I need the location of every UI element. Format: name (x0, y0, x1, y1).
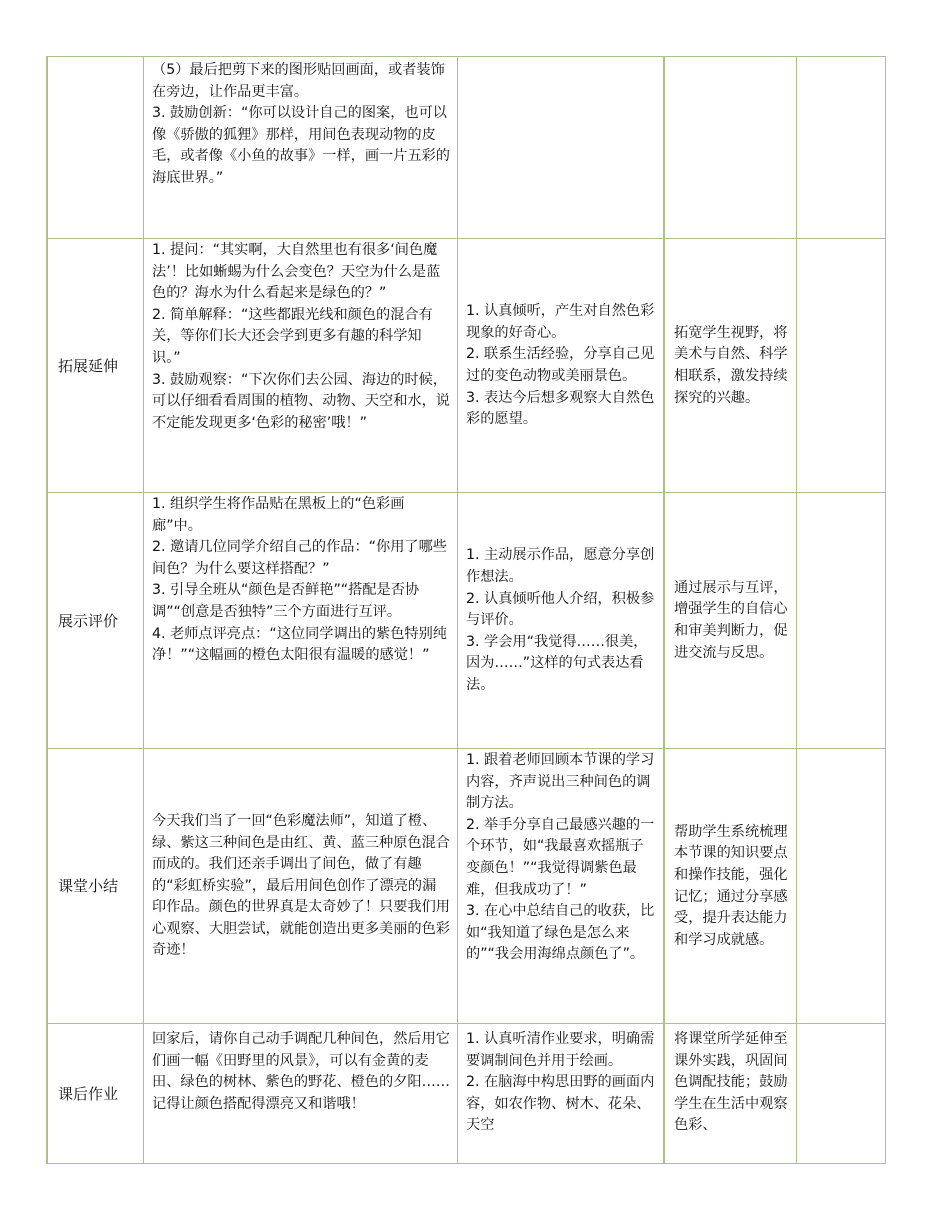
stage-cell: 拓展延伸 (58, 356, 119, 375)
design-intent-text: 拓宽学生视野，将美术与自然、科学相联系，激发持续探究的兴趣。 (674, 324, 788, 406)
table-border-bottom (46, 1163, 886, 1164)
row-divider (46, 1023, 886, 1024)
teacher-activity-cell: 1. 提问：“其实啊，大自然里也有很多‘间色魔法’！比如蜥蜴为什么会变色？天空为什么是蓝色的？海水为什么看起来是绿色的？” 2. 简单解释：“这些都跟光线和颜色的混合有关，等你们长大还会学到更多有趣的科学知识。” 3. 鼓励观察：“下次你们去公园、海边的时候，可以仔细看看周围的植物、动物、天空和水，说不定能发现更多‘色彩的秘密’哦！” (152, 242, 450, 431)
teacher-activity-cell (143, 748, 457, 1023)
design-intent-cell: 将课堂所学延伸至课外实践，巩固间色调配技能；鼓励学生在生活中观察色彩、 (674, 1031, 788, 1134)
student-activity-cell: 1. 认真听清作业要求，明确需要调制间色并用于绘画。 2. 在脑海中构思田野的画面内容，如农作物、树木、花朵、天空 (466, 1031, 655, 1134)
student-activity-cell: 1. 跟着老师回顾本节课的学习内容，齐声说出三种间色的调制方法。 2. 举手分享自己最感兴趣的一个环节，如“我最喜欢摇瓶子变颜色！”“我觉得调紫色最难，但我成功了！” 3. 在心中总结自己的收获，比如“我知道了绿色是怎么来的”“我会用海绵点颜色了”。 (466, 752, 655, 963)
row-divider (46, 748, 886, 749)
stage-cell: 课后作业 (58, 1085, 119, 1103)
column-divider (457, 56, 458, 1164)
stage-cell: 课堂小结 (58, 877, 119, 895)
student-activity-text: 1. 认真倾听，产生对自然色彩现象的好奇心。 2. 联系生活经验，分享自己见过的变色动物或美丽景色。 3. 表达今后想多观察大自然色彩的愿望。 (466, 303, 655, 428)
student-activity-cell (457, 238, 663, 492)
extra-cell (796, 238, 886, 492)
student-activity-cell (457, 492, 663, 748)
column-divider (663, 56, 665, 1164)
row-divider (46, 492, 886, 493)
design-intent-text: 通过展示与互评，增强学生的自信心和审美判断力，促进交流与反思。 (674, 579, 788, 661)
design-intent-cell (665, 492, 796, 748)
extra-cell (796, 492, 886, 748)
column-divider (143, 56, 144, 1164)
table-border-left (46, 56, 48, 1164)
teacher-activity-cell: 回家后，请你自己动手调配几种间色，然后用它们画一幅《田野里的风景》，可以有金黄的麦田、绿色的树林、紫色的野花、橙色的夕阳……记得让颜色搭配得漂亮又和谐哦！ (152, 1031, 450, 1112)
design-intent-cell (665, 56, 796, 238)
design-intent-cell (665, 748, 796, 1023)
extra-cell (796, 748, 886, 1023)
teacher-activity-text: 今天我们当了一回“色彩魔法师”，知道了橙、绿、紫这三种间色是由红、黄、蓝三种原色混合而成的。我们还亲手调出了间色，做了有趣的“彩虹桥实验”，最后用间色创作了漂亮的漏印作品。颜色的世界真是太奇妙了！只要我们用心观察、大胆尝试，就能创造出更多美丽的色彩奇迹！ (152, 812, 450, 959)
extra-cell (796, 1023, 886, 1164)
extra-cell (796, 56, 886, 238)
student-activity-cell (457, 56, 663, 238)
column-divider (796, 56, 797, 1164)
table-border-right (885, 56, 886, 1164)
teacher-activity-cell: 1. 组织学生将作品贴在黑板上的“色彩画廊”中。 2. 邀请几位同学介绍自己的作品：“你用了哪些间色？为什么要这样搭配？” 3. 引导全班从“颜色是否鲜艳”“搭配是否协调”“创意是否独特”三个方面进行互评。 4. 老师点评亮点：“这位同学调出的紫色特别纯净！”“这幅画的橙色太阳很有温暖的感觉！” (152, 496, 447, 664)
teacher-activity-cell: （5）最后把剪下来的图形贴回画面，或者装饰在旁边，让作品更丰富。 3. 鼓励创新：“你可以设计自己的图案，也可以像《骄傲的狐狸》那样，用间色表现动物的皮毛，或者像《小鱼的故事》一样，画一片五彩的海底世界。” (152, 62, 450, 186)
row-divider (46, 238, 886, 239)
stage-cell (46, 56, 143, 238)
stage-cell: 展示评价 (58, 611, 119, 630)
design-intent-text: 帮助学生系统梳理本节课的知识要点和操作技能，强化记忆；通过分享感受，提升表达能力和学习成就感。 (674, 823, 788, 948)
student-activity-text: 1. 主动展示作品，愿意分享创作想法。 2. 认真倾听他人介绍，积极参与评价。 3. 学会用“我觉得……很美，因为……”这样的句式表达看法。 (466, 547, 655, 693)
design-intent-cell (665, 238, 796, 492)
table-border-top (46, 56, 886, 57)
lesson-plan-table (46, 56, 886, 1164)
